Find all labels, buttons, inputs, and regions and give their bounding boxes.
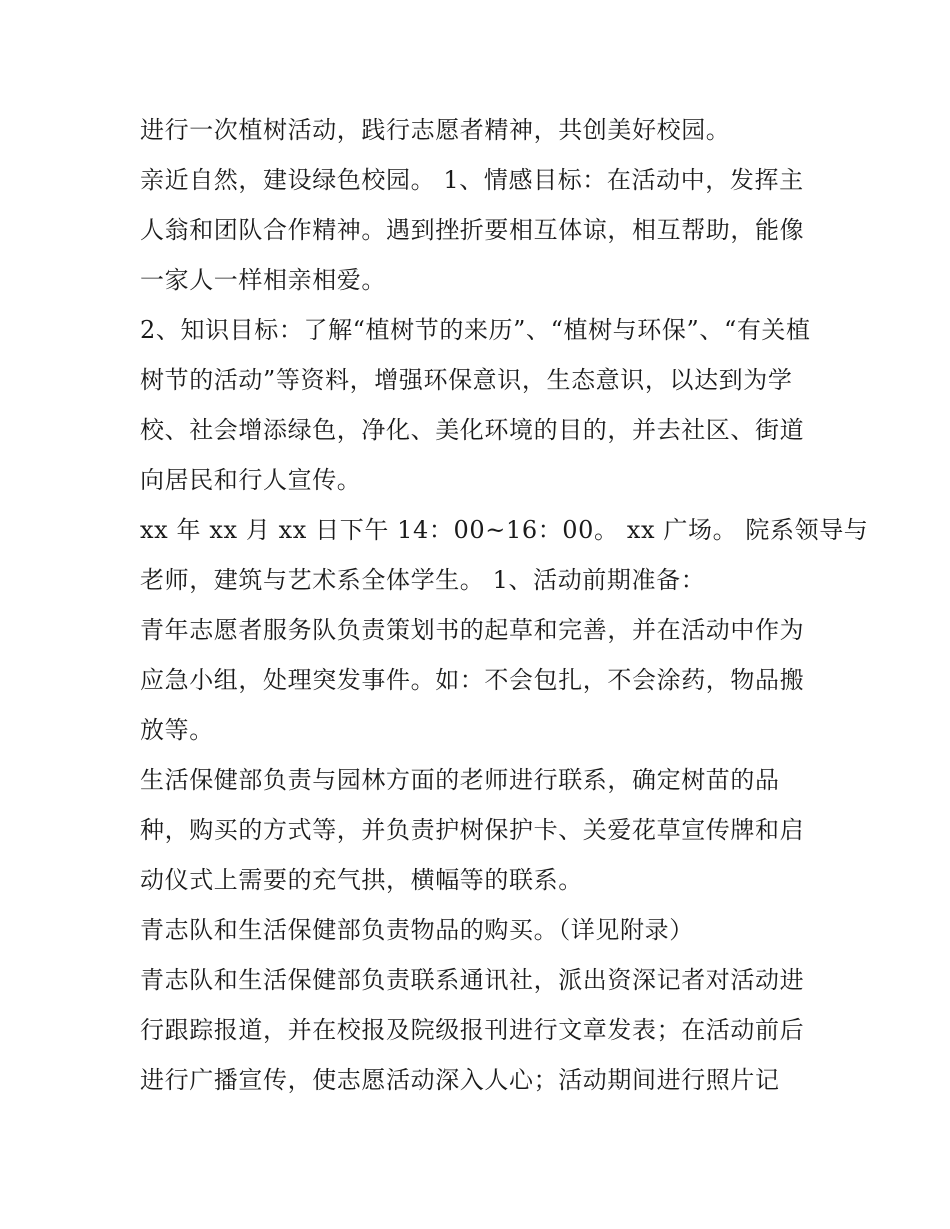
text-line: 种，购买的方式等，并负责护树保护卡、关爱花草宣传牌和启	[140, 816, 805, 844]
text-line: xx 年 xx 月 xx 日下午 14：00~16：00。 xx 广场。 院系领导与	[140, 516, 869, 544]
text-line: 生活保健部负责与园林方面的老师进行联系，确定树苗的品	[140, 766, 780, 794]
text-line: 放等。	[140, 716, 214, 744]
text-line: 青年志愿者服务队负责策划书的起草和完善，并在活动中作为	[140, 616, 805, 644]
text-line: 老师，建筑与艺术系全体学生。 1、活动前期准备：	[140, 566, 706, 594]
text-line: 一家人一样相亲相爱。	[140, 266, 386, 294]
text-line: 校、社会增添绿色，净化、美化环境的目的，并去社区、街道	[140, 416, 805, 444]
text-line: 进行一次植树活动，践行志愿者精神，共创美好校园。	[140, 116, 731, 144]
text-line: 向居民和行人宣传。	[140, 466, 362, 494]
text-line: 应急小组，处理突发事件。如：不会包扎，不会涂药，物品搬	[140, 666, 805, 694]
text-line: 行跟踪报道，并在校报及院级报刊进行文章发表；在活动前后	[140, 1016, 805, 1044]
text-line: 亲近自然，建设绿色校园。 1、情感目标：在活动中，发挥主	[140, 166, 804, 194]
text-line: 动仪式上需要的充气拱，横幅等的联系。	[140, 866, 583, 894]
text-line: 进行广播宣传，使志愿活动深入人心；活动期间进行照片记	[140, 1066, 780, 1094]
text-line: 2、知识目标：了解“植树节的来历”、“植树与环保”、“有关植	[140, 316, 811, 344]
text-line: 树节的活动”等资料，增强环保意识，生态意识，以达到为学	[140, 366, 793, 394]
text-line: 青志队和生活保健部负责联系通讯社，派出资深记者对活动进	[140, 966, 805, 994]
document-body	[140, 105, 869, 1105]
text-line: 青志队和生活保健部负责物品的购买。（详见附录）	[140, 916, 694, 944]
text-line: 人翁和团队合作精神。遇到挫折要相互体谅，相互帮助，能像	[140, 216, 805, 244]
